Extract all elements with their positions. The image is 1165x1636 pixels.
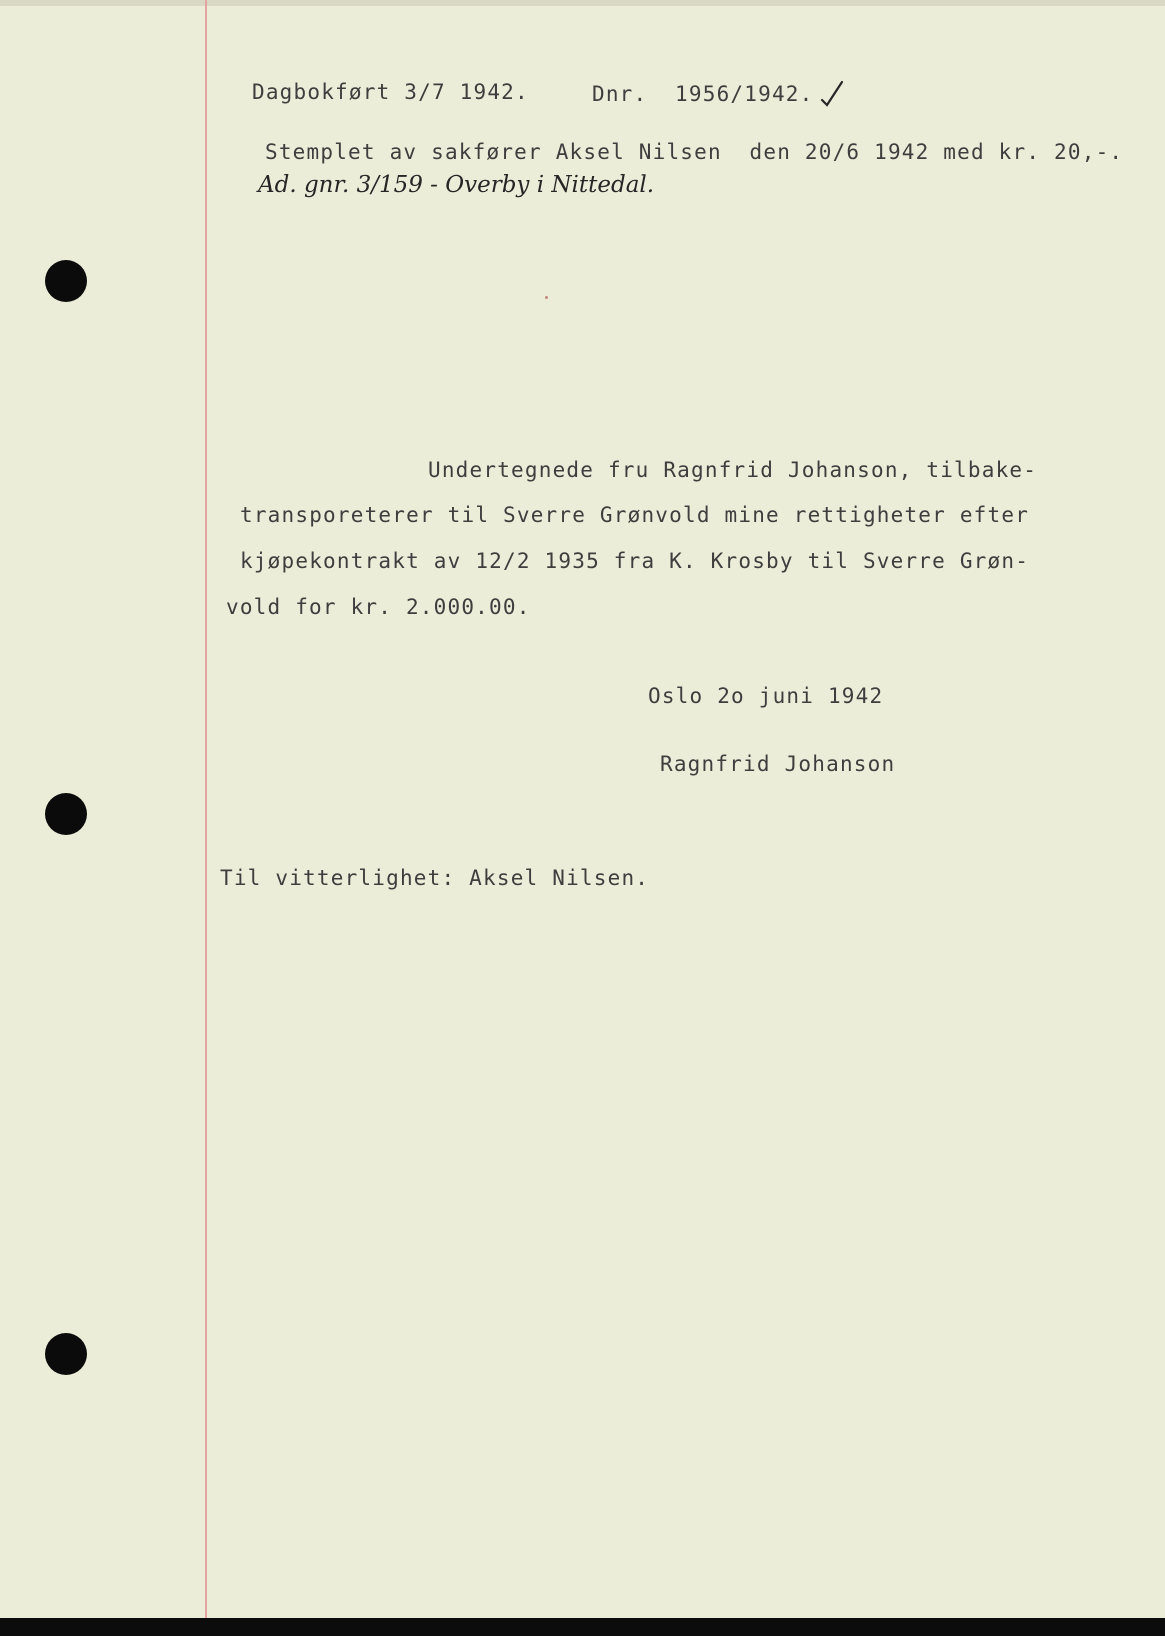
checkmark-icon: [818, 80, 846, 108]
dagbok-entry: Dagbokført 3/7 1942.: [252, 80, 529, 104]
body-line-1: Undertegnede fru Ragnfrid Johanson, tilbake-: [428, 458, 1038, 482]
witness-line: Til vitterlighet: Aksel Nilsen.: [220, 866, 650, 890]
punch-hole-middle: [45, 793, 87, 835]
body-line-4: vold for kr. 2.000.00.: [226, 595, 531, 619]
handwritten-reference: Ad. gnr. 3/159 - Overby i Nittedal.: [258, 172, 655, 198]
punch-hole-top: [45, 260, 87, 302]
margin-rule: [205, 0, 207, 1618]
body-line-3: kjøpekontrakt av 12/2 1935 fra K. Krosby til Sverre Grøn-: [240, 549, 1030, 573]
punch-hole-bottom: [45, 1333, 87, 1375]
document-number: Dnr. 1956/1942.: [592, 82, 814, 106]
stamp-duty-line: Stemplet av sakfører Aksel Nilsen den 20/6 1942 med kr. 20,-.: [265, 140, 1124, 164]
scan-bottom-edge: [0, 1618, 1165, 1636]
signature-name: Ragnfrid Johanson: [660, 752, 896, 776]
body-line-2: transporeterer til Sverre Grønvold mine rettigheter efter: [240, 503, 1030, 527]
paper-speck: [545, 296, 548, 299]
place-and-date: Oslo 2o juni 1942: [648, 684, 884, 708]
page-top-edge: [0, 0, 1165, 6]
